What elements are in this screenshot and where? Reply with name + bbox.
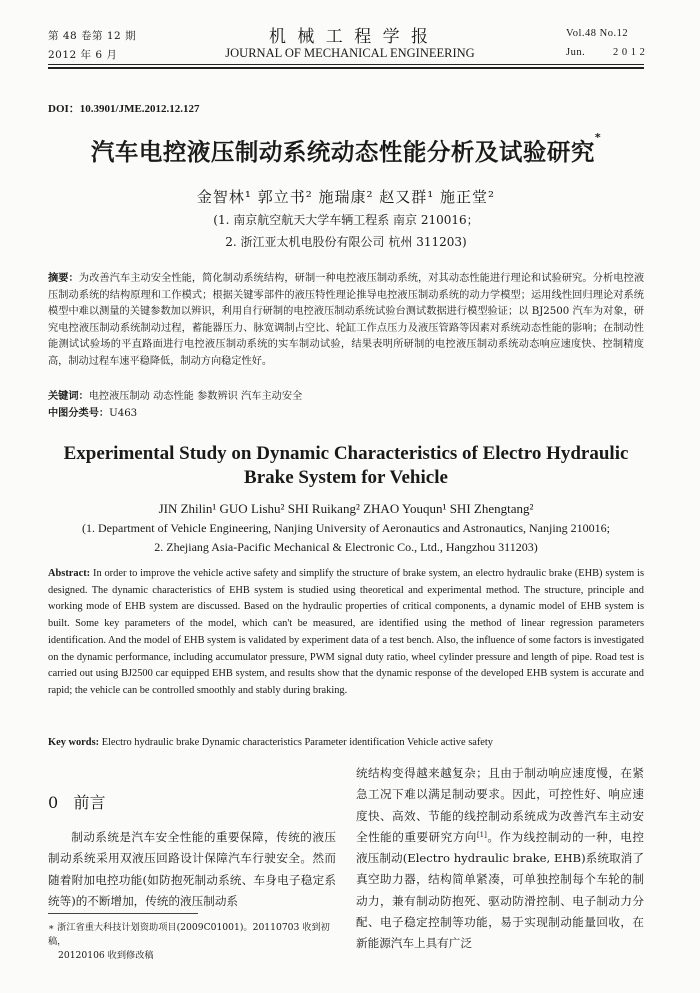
abstract-zh-label: 摘要： [48, 272, 79, 284]
title-en-line-1: Experimental Study on Dynamic Characteristics of Electro Hydraulic [63, 443, 629, 464]
abstract-zh-text: 为改善汽车主动安全性能，简化制动系统结构，研制一种电控液压制动系统，对其动态性能进行理论和试验研究。分析电控液压制动系统的结构原理和工作模式；根据关键零部件的液压特性理论推导电控液压制动系统的动力学模型；运用线性回归理论对系统模型中难以测量的关键参数加以辨识，利用自行研制的电控液压制动系统试验台测试数据进行模型验证；以 BJ2500 汽车为对象，研究电控液压制动系统制动过程，蓄能器压力、脉宽调制占空比、轮缸工作点压力及液压管路等因素对系统动态性能的影响；在制动性能测试试验场的平直路面进行电控液压制动系统的实车制动试验，结果表明所研制的电控液压制动系统动态响应速度快、控制精度高，制动过程车速平稳降低，制动方向稳定性好。 [48, 273, 645, 367]
footnote [48, 921, 338, 963]
keywords-zh-text: 电控液压制动 动态性能 参数辨识 汽车主动安全 [88, 391, 303, 402]
header-rule-thick [48, 67, 644, 69]
title-zh-text: 汽车电控液压制动系统动态性能分析及试验研究 [90, 138, 595, 166]
title-en [48, 442, 644, 490]
authors-zh: 金智林¹ 郭立书² 施瑞康² 赵又群¹ 施正堂² [196, 188, 496, 206]
abstract-en-label: Abstract: [48, 568, 91, 579]
footnote-line-2: 20120106 收到修改稿 [58, 950, 154, 961]
keywords-zh-label: 关键词： [48, 390, 89, 402]
footnote-rule [48, 913, 198, 914]
right-column-pre: 统结构变得越来越复杂；且由于制动响应速度慢，在紧急工况下难以满足制动要求。因此，可控性好、响应速度快、高效、节能的线控制动系统成为改善汽车主动安全性能的重要研究方向 [356, 766, 644, 844]
authors-en: JIN Zhilin¹ GUO Lishu² SHI Ruikang² ZHAO Youqun¹ SHI Zhengtang² [158, 501, 534, 516]
clc-zh-text: U463 [109, 408, 138, 419]
keywords-en [48, 735, 644, 752]
section-number: 0 [48, 793, 59, 812]
footnote-line-1: ∗ 浙江省重大科技计划资助项目(2009C01001)。20110703 收到初稿， [48, 922, 330, 947]
header-date-zh: 2012 年 6 月 [48, 49, 118, 61]
header-journal-zh: 机 械 工 程 学 报 [268, 27, 432, 47]
header-rule-thin [48, 64, 644, 65]
title-zh [48, 133, 644, 167]
left-column-text: 制动系统是汽车安全性能的重要保障，传统的液压制动系统采用双液压回路设计保障汽车行驶安全。然而随着附加电控功能(如防抱死制动系统、车身电子稳定系统等)的不断增加，传统的液压制动系 [48, 830, 336, 908]
affiliation-zh-1: (1. 南京航空航天大学车辆工程系 南京 210016； [213, 213, 479, 227]
doi: DOI：10.3901/JME.2012.12.127 [48, 103, 200, 115]
header-journal-en: JOURNAL OF MECHANICAL ENGINEERING [225, 46, 475, 60]
keywords-en-text: Electro hydraulic brake Dynamic characteristics Parameter identification Vehicle active safety [101, 737, 493, 748]
affiliation-en-1: (1. Department of Vehicle Engineering, Nanjing University of Aeronautics and Astronautics, Nanjing 210016; [82, 521, 610, 535]
abstract-en-text: In order to improve the vehicle active safety and simplify the structure of brake system, an electro hydraulic brake (EHB) system is designed. The dynamic characteristics of EHB system is studied using theoretical and experimental method. The structure, principle and working mode of EHB system are discussed. Based on the hydraulic properties of critical components, a dynamic model of EHB system is built. Some key parameters of the model, which can't be measured, are identified using the method of linear regression parameters identification. And the model of EHB system is validated by experiment data of a test bench. Also, the influence of some factors is investigated on the dynamic performance, including accumulator pressure, PWM signal duty ratio, wheel cylinder pressure and length of pipe. Road test is carried out using BJ2500 car equipped EHB system, and results show that the dynamic response of the developed EHB system is accurate and rapid; the vehicle can be controlled smoothly and stably during braking. [48, 568, 644, 696]
right-column-post: 。作为线控制动的一种，电控液压制动(Electro hydraulic brake, EHB)系统取消了真空助力器，结构简单紧凑，可单独控制每个车轮的制动力，兼有制动防抱死、驱动防滑控制、电子制动力分配、电子稳定控制等功能，易于实现制动能量回收，在新能源汽车上具有广泛 [356, 829, 644, 951]
clc-zh [48, 405, 644, 423]
citation-ref: [1] [476, 830, 487, 839]
header-year-en: 2 0 1 2 [613, 47, 646, 58]
affiliation-en-2: 2. Zhejiang Asia-Pacific Mechanical & Electronic Co., Ltd., Hangzhou 311203) [154, 540, 538, 554]
keywords-en-label: Key words: [48, 737, 100, 748]
right-column-text [356, 763, 644, 955]
section-heading [48, 790, 105, 813]
clc-zh-label: 中图分类号： [48, 407, 110, 419]
section-title: 前言 [73, 793, 106, 812]
abstract-en [48, 566, 644, 700]
abstract-zh [48, 270, 644, 371]
title-en-line-2: Brake System for Vehicle [244, 467, 448, 488]
header-vol-en: Vol.48 No.12 [566, 28, 629, 39]
title-footnote-mark: * [594, 131, 602, 144]
header-volume-zh: 第 48 卷第 12 期 [48, 30, 137, 42]
header-month-en: Jun. [566, 47, 586, 58]
affiliation-zh-2: 2. 浙江亚太机电股份有限公司 杭州 311203) [225, 235, 467, 249]
keywords-zh [48, 388, 644, 406]
